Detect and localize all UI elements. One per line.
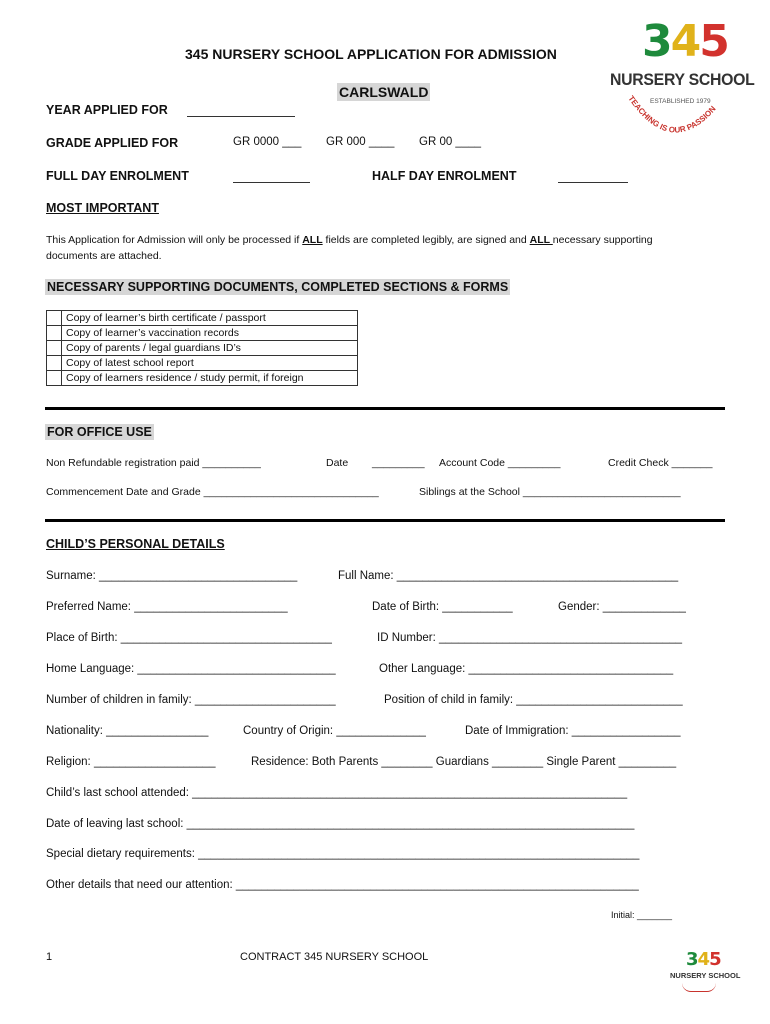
logo-digit-5: 5 bbox=[699, 16, 728, 67]
page-title: 345 NURSERY SCHOOL APPLICATION FOR ADMISSION bbox=[185, 46, 557, 62]
surname-field[interactable]: Surname: _______________________________ bbox=[46, 570, 298, 582]
religion-field[interactable]: Religion: ___________________ bbox=[46, 756, 216, 768]
other-details-field[interactable]: Other details that need our attention: _______________________________________________________________ bbox=[46, 879, 639, 891]
last-school-field[interactable]: Child’s last school attended: ____________________________________________________________________ bbox=[46, 787, 628, 799]
initial-field[interactable]: Initial: _______ bbox=[611, 910, 673, 920]
checklist-item: Copy of learner’s vaccination records bbox=[62, 326, 358, 341]
footer-logo-digits bbox=[686, 950, 721, 970]
checkbox[interactable] bbox=[47, 341, 62, 356]
checkbox[interactable] bbox=[47, 311, 62, 326]
campus-name: CARLSWALD bbox=[339, 84, 429, 100]
number-of-children-field[interactable]: Number of children in family: ______________________ bbox=[46, 694, 336, 706]
dietary-requirements-field[interactable]: Special dietary requirements: _____________________________________________________________________ bbox=[46, 848, 640, 860]
important-text-line2: documents are attached. bbox=[46, 250, 162, 262]
svg-text:TEACHING IS OUR PASSION bbox=[626, 94, 717, 135]
checklist-item: Copy of latest school report bbox=[62, 356, 358, 371]
footer-digit-4: 4 bbox=[697, 949, 710, 970]
footer-logo bbox=[668, 949, 741, 998]
logo-motto: TEACHING IS OUR PASSION bbox=[626, 94, 718, 135]
checklist-item: Copy of learners residence / study permit, if foreign bbox=[62, 371, 358, 386]
checklist-row bbox=[47, 311, 358, 326]
date-leaving-school-field[interactable]: Date of leaving last school: ______________________________________________________________________ bbox=[46, 818, 635, 830]
logo-digits bbox=[642, 18, 728, 66]
child-details-heading: CHILD’S PERSONAL DETAILS bbox=[46, 537, 225, 551]
date-of-immigration-field[interactable]: Date of Immigration: _________________ bbox=[465, 725, 681, 737]
logo-digit-4: 4 bbox=[670, 16, 700, 67]
checklist-item: Copy of parents / legal guardians ID’s bbox=[62, 341, 358, 356]
documents-checklist bbox=[46, 310, 358, 386]
half-day-label: HALF DAY ENROLMENT bbox=[372, 169, 517, 183]
logo-motto-arc bbox=[606, 88, 746, 152]
important-text-1: This Application for Admission will only be processed if bbox=[46, 234, 303, 246]
checklist-row bbox=[47, 356, 358, 371]
logo-established: ESTABLISHED 1979 bbox=[650, 98, 711, 105]
important-all-1: ALL bbox=[302, 234, 323, 246]
office-date-label: Date bbox=[326, 457, 349, 469]
checklist-row bbox=[47, 341, 358, 356]
checklist-row bbox=[47, 326, 358, 341]
full-name-field[interactable]: Full Name: ____________________________________________ bbox=[338, 570, 679, 582]
section-divider bbox=[45, 407, 725, 410]
grade-option-0000[interactable]: GR 0000 ___ bbox=[233, 136, 302, 148]
important-text-line1 bbox=[46, 234, 653, 246]
footer-logo-swoosh bbox=[682, 983, 716, 992]
office-date-field[interactable]: _________ bbox=[372, 457, 425, 469]
page-number: 1 bbox=[46, 951, 53, 963]
important-text-3: necessary supporting bbox=[552, 234, 653, 246]
checkbox[interactable] bbox=[47, 371, 62, 386]
section-divider bbox=[45, 519, 725, 522]
full-day-field[interactable] bbox=[233, 172, 310, 183]
registration-paid-field[interactable]: Non Refundable registration paid __________ bbox=[46, 457, 261, 469]
logo-digit-3: 3 bbox=[642, 16, 671, 67]
checklist-row bbox=[47, 371, 358, 386]
credit-check-field[interactable]: Credit Check _______ bbox=[608, 457, 713, 469]
most-important-heading: MOST IMPORTANT bbox=[46, 201, 159, 215]
preferred-name-field[interactable]: Preferred Name: ________________________ bbox=[46, 601, 288, 613]
grade-option-000[interactable]: GR 000 ____ bbox=[326, 136, 395, 148]
nationality-field[interactable]: Nationality: ________________ bbox=[46, 725, 209, 737]
other-language-field[interactable]: Other Language: ________________________________ bbox=[379, 663, 674, 675]
half-day-field[interactable] bbox=[558, 172, 628, 183]
checklist-item: Copy of learner’s birth certificate / passport bbox=[62, 311, 358, 326]
checkbox[interactable] bbox=[47, 356, 62, 371]
office-use-heading: FOR OFFICE USE bbox=[47, 425, 152, 439]
footer-logo-name: NURSERY SCHOOL bbox=[670, 971, 741, 980]
footer-digit-3: 3 bbox=[686, 949, 698, 970]
place-of-birth-field[interactable]: Place of Birth: _________________________________ bbox=[46, 632, 332, 644]
documents-heading: NECESSARY SUPPORTING DOCUMENTS, COMPLETED SECTIONS & FORMS bbox=[47, 280, 509, 294]
logo-name: NURSERY SCHOOL bbox=[610, 70, 755, 89]
important-text-2: fields are completed legibly, are signed and bbox=[322, 234, 530, 246]
residence-field[interactable]: Residence: Both Parents ________ Guardians ________ Single Parent _________ bbox=[251, 756, 677, 768]
id-number-field[interactable]: ID Number: ______________________________________ bbox=[377, 632, 683, 644]
important-all-2: ALL bbox=[529, 234, 553, 246]
footer-contract-text: CONTRACT 345 NURSERY SCHOOL bbox=[240, 951, 429, 963]
siblings-field[interactable]: Siblings at the School ___________________________ bbox=[419, 486, 681, 498]
grade-option-00[interactable]: GR 00 ____ bbox=[419, 136, 482, 148]
position-of-child-field[interactable]: Position of child in family: __________________________ bbox=[384, 694, 683, 706]
date-of-birth-field[interactable]: Date of Birth: ___________ bbox=[372, 601, 513, 613]
checkbox[interactable] bbox=[47, 326, 62, 341]
gender-field[interactable]: Gender: _____________ bbox=[558, 601, 686, 613]
school-logo bbox=[606, 16, 755, 143]
account-code-field[interactable]: Account Code _________ bbox=[439, 457, 561, 469]
year-applied-field[interactable] bbox=[187, 106, 295, 117]
commencement-field[interactable]: Commencement Date and Grade ______________________________ bbox=[46, 486, 379, 498]
year-applied-label: YEAR APPLIED FOR bbox=[46, 103, 168, 117]
grade-applied-label: GRADE APPLIED FOR bbox=[46, 136, 179, 150]
home-language-field[interactable]: Home Language: _______________________________ bbox=[46, 663, 336, 675]
full-day-label: FULL DAY ENROLMENT bbox=[46, 169, 189, 183]
country-of-origin-field[interactable]: Country of Origin: ______________ bbox=[243, 725, 426, 737]
footer-digit-5: 5 bbox=[709, 949, 721, 970]
